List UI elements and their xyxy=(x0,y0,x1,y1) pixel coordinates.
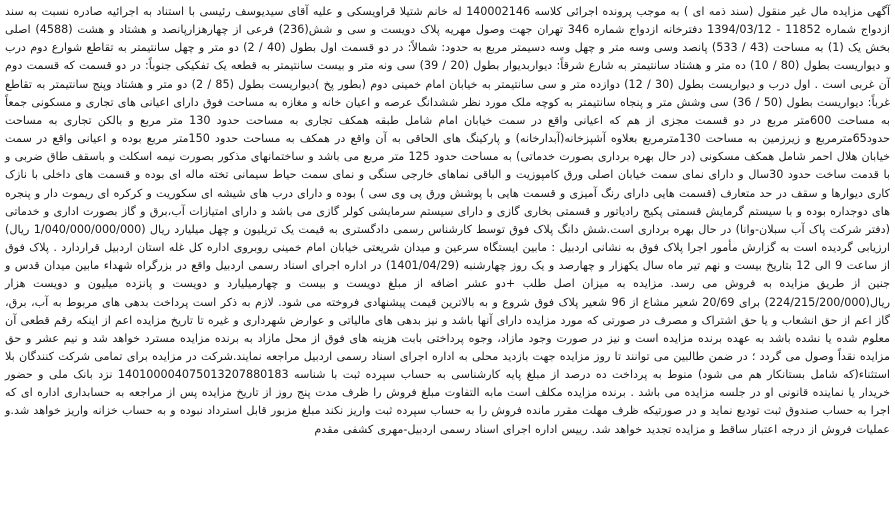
notice-body-text: آگهی مزایده مال غیر منقول (سند ذمه ای ) به موجب پرونده اجرائی کلاسه 140002146 له خانم شتیلا قراویسکی و علیه آقای سیدیوسف رئیسی با استناد به اجرائیه صادره نسبت به سند ازدواج شماره 11852 - 1394/03/12 دفترخانه ازدواج شماره 346 تهران جهت وصول مهریه پلاک دویست و سی و شش(236) فرعی از چهارهزارپانصد و هشتاد و هشت (4588) اصلی بخش یک (1) به مساحت (43 / 533) پانصد وسی وسه متر و چهل وسه دسیمتر مربع به حدود: شمالاً: در دو قسمت اول بطول (40 / 2) دو متر و چهل سانتیمتر به تقاطع شوارع دوم درب و دیواریست بطول (80 / 10) ده متر و هشتاد سانتیمتر به شارع شرقاً: دیواربدیوار بطول (20 / 39) سی ونه متر و بیست سانتیمتر به قطعه یک تفکیکی جنوباً: در دو قسمت که قسمت دوم آن غربی است . اول درب و دیواریست بطول (30 / 12) دوازده متر و سی سانتیمتر به خیابان امام خمینی دوم (بطور پخ )دیواریست بطول (85 / 2) دو متر و هشتاد وپنج سانتیمتر به تقاطع غرباً: دیواریست بطول (50 / 36) سی وشش متر و پنجاه سانتیمتر به کوچه ملک مورد نظر ششدانگ عرصه و اعیان خانه و مغازه به مساحت فوق دارای اعیانی های تجاری و مسکونی جمعاً به مساحت 600متر مربع در دو قسمت مجزی از هم که اعیانی واقع در سمت خیابان امام شامل طبقه همکف تجاری به مساحت حدود 130 متر مربع و بالکن تجاری به مساحت حدود65مترمربع و زیرزمین به مساحت 130مترمربع بعلاوه آشپزخانه(آبدارخانه) و پارکینگ های الحاقی به آن واقع در همکف به مساحت حدود 150متر مربع بوده و اعیانی واقع در سمت خیابان هلال احمر شامل همکف مسکونی (در حال بهره برداری بصورت خدماتی) به مساحت حدود 125 متر مربع می باشد و ساختمانهای مذکور بصورت نیمه اسکلت و باسقف طاق ضربی و با قدمت ساخت حدود 30سال و دارای نمای سمت خیابان اصلی ورق کامپوزیت و الباقی نماهای خارجی سنگی و نمای سمت حیاط سیمانی تخته ماله ای بوده و قسمت های داخلی با نازک کاری دیوارها و سقف در حد متعارف (قسمت هایی دارای رنگ آمیزی و قسمت هایی با پوشش ورق پی وی سی ) بوده و دارای درب های شیشه ای سکوریت و کرکره ای ریموت دار و پنجره های دوجداره بوده و با سیستم گرمایش قسمتی پکیج رادیاتور و قسمتی بخاری گازی و دارای سیستم سرمایشی کولر گازی می باشد و دارای امتیازات آب،برق و گاز بصورت اداری و خدماتی (دفتر شرکت پاک آب سبلان-وانا) در حال بهره برداری است.شش دانگ پلاک فوق توسط کارشناس رسمی دادگستری به قیمت یک تریلیون و چهل میلیارد ریال (1/040/000/000/000 ریال) ارزیابی گردیده است به گزارش مأمور اجرا پلاک فوق به نشانی اردبیل : مابین ایستگاه سرعین و میدان شریعتی خیابان امام خمینی روبروی اداره کل غله استان اردبیل قراردارد . پلاک فوق از ساعت 9 الی 12 بتاریخ بیست و نهم تیر ماه سال یکهزار و چهارصد و یک روز چهارشنبه (1401/04/29) در اداره اجرای اسناد رسمی اردبیل واقع در بزرگراه شهداء مابین میدان قدس و جنین از طریق مزایده به فروش می رسد. مزایده به میزان اصل طلب +دو عشر اضافه از مبلغ دویست و بیست و چهارمیلیارد و دویست و پانزده میلیون و دویست هزار ریال(224/215/200/000) برای 20/69 شعیر مشاع از 96 شعیر پلاک فوق شروع و به بالاترین قیمت پیشنهادی فروخته می شود. لازم به ذکر است پرداخت بدهی های مربوط به آب، برق، گاز اعم از حق انشعاب و یا حق اشتراک و مصرف در صورتی که مورد مزایده دارای آنها باشد و نیز بدهی های مالیاتی و عوارض شهرداری و غیره تا تاریخ مزایده اعم از اینکه رقم قطعی آن معلوم شده یا نشده باشد به عهده برنده مزایده است و نیز در صورت وجود مازاد، وجوه پرداختی بابت هزینه های فوق از محل مازاد به برنده مزایده مسترد خواهد شد و نیم عشر و حق مزایده نقداً وصول می گردد ؛ در ضمن طالبین می توانند تا روز مزایده جهت بازدید محلی به اداره اجرای اسناد رسمی اردبیل مراجعه نمایند.شرکت در مزایده برای تمامی شرکت کنندگان بلا استثناء(که شامل بستانکار هم می شود) منوط به پرداخت ده درصد از مبلغ پایه کارشناسی به حساب سپرده ثبت با شناسه 140100004075013207880183 نزد بانک ملی و حضور خریدار یا نماینده قانونی او در جلسه مزایده می باشد . برنده مزایده مکلف است مابه التفاوت مبلغ فروش را ظرف مدت پنج روز از تاریخ مزایده پس از مراجعه به حسابداری اداره ای که اجرا به حساب صندوق ثبت تودیع نماید و در صورتیکه ظرف مهلت مقرر مانده فروش را به حساب سپرده ثبت واریز نکند مبلغ مزبور قابل استرداد نبوده و به حساب خزانه واریز خواهد شد.و عملیات فروش از درجه اعتبار ساقط و مزایده تجدید خواهد شد. رییس اداره اجرای اسناد رسمی اردبیل-مهری کشفی مقدم xyxy=(5,5,891,436)
